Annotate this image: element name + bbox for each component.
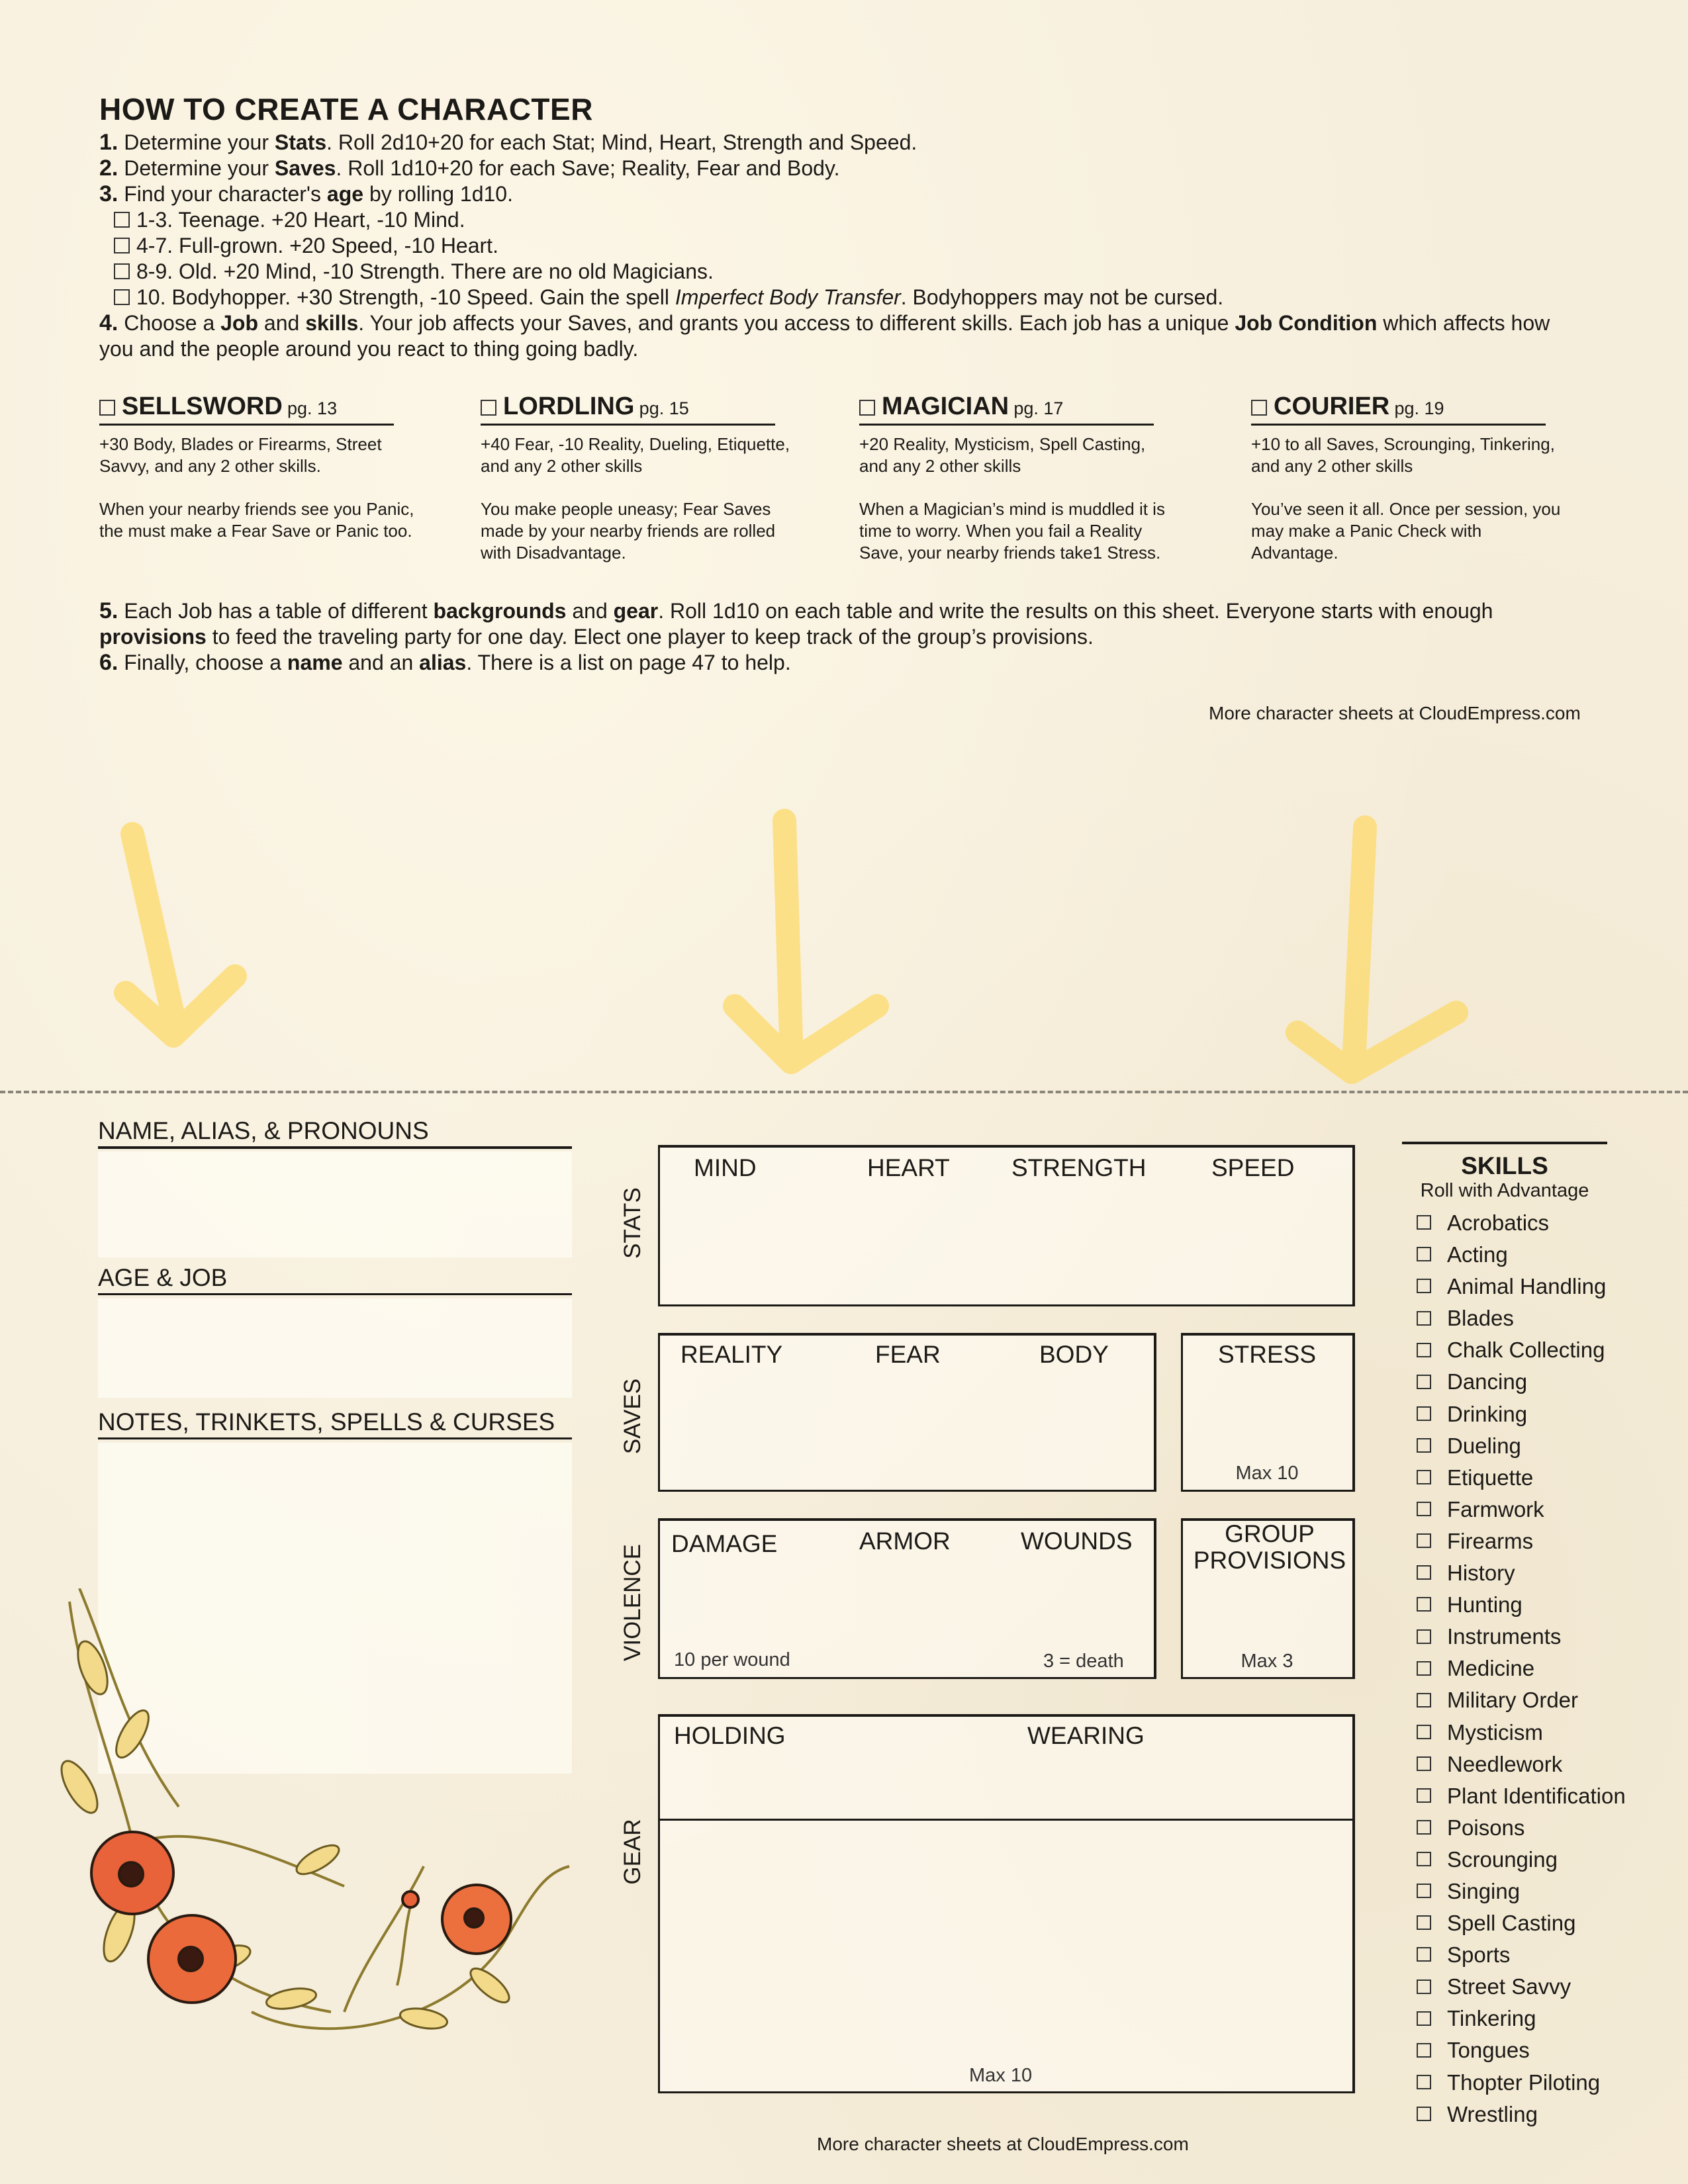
- skill-label: Dueling: [1447, 1433, 1521, 1458]
- skill-label: Thopter Piloting: [1447, 2070, 1601, 2095]
- skill-item[interactable]: [1417, 1621, 1607, 1653]
- checkbox-icon[interactable]: [1417, 1470, 1431, 1484]
- job-header[interactable]: SELLSWORD pg. 13: [99, 396, 394, 426]
- skill-item[interactable]: [1417, 1334, 1607, 1366]
- skill-list: [1417, 1207, 1626, 2130]
- job-sellsword: [99, 392, 417, 563]
- checkbox-icon[interactable]: [1417, 1279, 1431, 1293]
- checkbox-icon[interactable]: [1417, 1565, 1431, 1580]
- skill-label: Military Order: [1447, 1688, 1579, 1713]
- job-bonus: +40 Fear, -10 Reality, Dueling, Etiquette, and any 2 other skills: [481, 434, 790, 476]
- stress-max: Max 10: [1235, 1463, 1299, 1484]
- saves-label: SAVES: [620, 1378, 645, 1455]
- poppy-bud: [402, 1891, 418, 1907]
- checkbox-icon[interactable]: [1417, 2075, 1431, 2089]
- checkbox-icon[interactable]: [1417, 1915, 1431, 1930]
- strength-label: STRENGTH: [1011, 1154, 1147, 1181]
- name-label: NAME, ALIAS, & PRONOUNS: [98, 1117, 572, 1149]
- checkbox-icon[interactable]: [99, 400, 115, 416]
- checkbox-icon[interactable]: [1417, 1629, 1431, 1644]
- skill-label: Mysticism: [1447, 1719, 1543, 1745]
- checkbox-icon[interactable]: [1417, 1343, 1431, 1357]
- skill-item[interactable]: [1417, 1207, 1607, 1239]
- skill-label: Sports: [1447, 1942, 1511, 1968]
- checkbox-icon[interactable]: [1417, 2043, 1431, 2058]
- checkbox-icon[interactable]: [1417, 1661, 1431, 1676]
- skills-header: SKILLS Roll with Advantage: [1402, 1142, 1607, 1202]
- skill-label: History: [1447, 1561, 1515, 1586]
- fear-label: FEAR: [875, 1341, 941, 1368]
- speed-label: SPEED: [1211, 1154, 1295, 1181]
- job-bonus: +30 Body, Blades or Firearms, Street Savvy, and any 2 other skills.: [99, 434, 382, 476]
- skill-label: Drinking: [1447, 1401, 1528, 1426]
- skill-item[interactable]: [1417, 1876, 1607, 1907]
- checkbox-icon[interactable]: [114, 263, 130, 279]
- stress-label: STRESS: [1217, 1341, 1317, 1368]
- gear-divider: [660, 1819, 1352, 1821]
- wounds-label: WOUNDS: [1021, 1527, 1133, 1555]
- job-condition: When a Magician’s mind is muddled it is time to worry. When you fail a Reality Save, your nearby friends take1 Stress.: [859, 499, 1165, 563]
- skill-label: Wrestling: [1447, 2101, 1538, 2126]
- skill-label: Etiquette: [1447, 1465, 1534, 1490]
- reality-label: REALITY: [680, 1341, 783, 1368]
- checkbox-icon[interactable]: [1417, 1215, 1431, 1230]
- checkbox-icon[interactable]: [114, 289, 130, 305]
- wearing-label: WEARING: [1027, 1722, 1145, 1749]
- provisions-label: GROUP PROVISIONS: [1193, 1520, 1346, 1574]
- skill-item[interactable]: [1417, 1302, 1607, 1334]
- skill-label: Poisons: [1447, 1815, 1525, 1840]
- skill-item[interactable]: [1417, 1494, 1607, 1525]
- skill-label: Spell Casting: [1447, 1911, 1576, 1936]
- skill-label: Instruments: [1447, 1624, 1562, 1649]
- skill-item[interactable]: [1417, 1717, 1607, 1749]
- poppy-illustration: [53, 1588, 622, 2065]
- instruction-steps-2: [99, 598, 1582, 676]
- skill-item[interactable]: [1417, 1557, 1607, 1589]
- skill-item[interactable]: [1417, 1844, 1607, 1876]
- skill-item[interactable]: [1417, 1939, 1607, 1971]
- job-header[interactable]: LORDLING pg. 15: [481, 396, 775, 426]
- page-title: HOW TO CREATE A CHARACTER: [99, 92, 593, 126]
- body-label: BODY: [1039, 1341, 1109, 1368]
- arrow-down-icon: [1297, 827, 1456, 1072]
- skill-label: Acting: [1447, 1242, 1508, 1267]
- skill-label: Firearms: [1447, 1528, 1534, 1553]
- age-job-label: AGE & JOB: [98, 1264, 572, 1295]
- checkbox-icon[interactable]: [1417, 1438, 1431, 1453]
- gear-max: Max 10: [969, 2065, 1033, 2086]
- checkbox-icon[interactable]: [859, 400, 875, 416]
- skill-label: Street Savvy: [1447, 1974, 1571, 1999]
- skills-section: [1402, 1142, 1626, 2130]
- skill-label: Plant Identification: [1447, 1783, 1626, 1808]
- step-3: 3. Find your character's age by rolling 1d10.: [99, 181, 513, 206]
- stats-label: STATS: [620, 1187, 645, 1259]
- skill-item[interactable]: [1417, 1589, 1607, 1621]
- checkbox-icon[interactable]: [1417, 1979, 1431, 1994]
- job-courier: [1251, 392, 1569, 585]
- skill-item[interactable]: [1417, 1271, 1607, 1302]
- skill-item[interactable]: [1417, 1239, 1607, 1271]
- step-5: 5. Each Job has a table of different backgrounds and gear. Roll 1d10 on each table and write the results on this sheet. Everyone starts with enough provisions to feed the traveling party for one day. Elect one player to keep track of the group’s provisions.: [99, 598, 1493, 649]
- skill-item[interactable]: [1417, 1780, 1626, 1812]
- step-4: 4. Choose a Job and skills. Your job affects your Saves, and grants you access to different skills. Each job has a unique Job Condition which affects how you and the people around you react to thing going badly.: [99, 310, 1550, 361]
- age-option[interactable]: 1-3. Teenage. +20 Heart, -10 Mind.: [99, 207, 1582, 233]
- job-magician: [859, 392, 1177, 585]
- skill-item[interactable]: [1417, 1907, 1607, 1939]
- job-bonus: +20 Reality, Mysticism, Spell Casting, and any 2 other skills: [859, 434, 1146, 476]
- checkbox-icon[interactable]: [1417, 1756, 1431, 1771]
- skill-item[interactable]: [1417, 2034, 1607, 2066]
- checkbox-icon[interactable]: [1417, 1693, 1431, 1707]
- job-lordling: [481, 392, 798, 585]
- checkbox-icon[interactable]: [1417, 1852, 1431, 1866]
- skill-label: Singing: [1447, 1878, 1521, 1903]
- skill-label: Tinkering: [1447, 2006, 1536, 2031]
- step-2: 2. Determine your Saves. Roll 1d10+20 for each Save; Reality, Fear and Body.: [99, 156, 840, 181]
- skill-label: Chalk Collecting: [1447, 1338, 1605, 1363]
- skill-label: Medicine: [1447, 1656, 1535, 1681]
- armor-label: ARMOR: [859, 1527, 951, 1555]
- checkbox-icon[interactable]: [1417, 1947, 1431, 1962]
- heart-label: HEART: [867, 1154, 950, 1181]
- damage-note: 10 per wound: [674, 1649, 790, 1670]
- checkbox-icon[interactable]: [1417, 1788, 1431, 1803]
- checkbox-icon[interactable]: [1417, 1247, 1431, 1261]
- violence-label: VIOLENCE: [620, 1544, 645, 1661]
- skill-label: Hunting: [1447, 1592, 1523, 1617]
- checkbox-icon[interactable]: [1417, 2011, 1431, 2026]
- cut-line: [0, 1091, 1688, 1093]
- skill-item[interactable]: [1417, 1462, 1607, 1494]
- checkbox-icon[interactable]: [1417, 1820, 1431, 1835]
- skill-item[interactable]: [1417, 1812, 1607, 1844]
- provisions-max: Max 3: [1241, 1651, 1293, 1672]
- checkbox-icon[interactable]: [114, 238, 130, 253]
- skill-label: Scrounging: [1447, 1846, 1558, 1872]
- checkbox-icon[interactable]: [481, 400, 496, 416]
- arrow-down-icon: [126, 834, 235, 1036]
- instruction-steps: [99, 130, 1582, 362]
- skill-label: Acrobatics: [1447, 1210, 1550, 1235]
- skill-label: Farmwork: [1447, 1496, 1544, 1522]
- skill-label: Animal Handling: [1447, 1274, 1607, 1299]
- job-bonus: +10 to all Saves, Scrounging, Tinkering, and any 2 other skills: [1251, 434, 1555, 476]
- gear-panel[interactable]: [658, 1714, 1355, 2093]
- skill-item[interactable]: [1417, 2099, 1607, 2130]
- mind-label: MIND: [694, 1154, 757, 1181]
- step-1: 1. Determine your Stats. Roll 2d10+20 for each Stat; Mind, Heart, Strength and Speed.: [99, 130, 917, 155]
- checkbox-icon[interactable]: [1417, 1406, 1431, 1421]
- checkbox-icon[interactable]: [114, 212, 130, 228]
- checkbox-icon[interactable]: [1417, 1375, 1431, 1389]
- checkbox-icon[interactable]: [1251, 400, 1267, 416]
- checkbox-icon[interactable]: [1417, 1502, 1431, 1516]
- skill-item[interactable]: [1417, 1525, 1607, 1557]
- notes-label: NOTES, TRINKETS, SPELLS & CURSES: [98, 1408, 572, 1439]
- skill-item[interactable]: [1417, 1398, 1607, 1430]
- skill-item[interactable]: [1417, 1366, 1607, 1398]
- age-job-field[interactable]: [98, 1298, 572, 1398]
- job-header[interactable]: MAGICIAN pg. 17: [859, 396, 1154, 426]
- skill-label: Tongues: [1447, 2038, 1530, 2063]
- job-condition: When your nearby friends see you Panic, the must make a Fear Save or Panic too.: [99, 499, 414, 541]
- footer-link-bottom[interactable]: More character sheets at CloudEmpress.com: [817, 2134, 1189, 2154]
- age-option[interactable]: 8-9. Old. +20 Mind, -10 Strength. There are no old Magicians.: [99, 259, 1582, 285]
- footer-link-top[interactable]: More character sheets at CloudEmpress.com: [1209, 703, 1581, 723]
- age-option[interactable]: 10. Bodyhopper. +30 Strength, -10 Speed. Gain the spell Imperfect Body Transfer. Bodyhoppers may not be cursed.: [99, 285, 1582, 310]
- skill-label: Needlework: [1447, 1751, 1563, 1776]
- skill-item[interactable]: [1417, 1653, 1607, 1684]
- skill-item[interactable]: [1417, 2003, 1607, 2034]
- holding-label: HOLDING: [674, 1722, 786, 1749]
- checkbox-icon[interactable]: [1417, 1597, 1431, 1612]
- skill-item[interactable]: [1417, 1749, 1607, 1780]
- skill-item[interactable]: [1417, 1971, 1607, 2003]
- highlighter-arrows: [0, 807, 1688, 1112]
- name-field[interactable]: [98, 1152, 572, 1257]
- job-condition: You’ve seen it all. Once per session, you may make a Panic Check with Advantage.: [1251, 499, 1561, 563]
- skill-item[interactable]: [1417, 1684, 1607, 1716]
- damage-label: DAMAGE: [671, 1530, 778, 1557]
- gear-label: GEAR: [620, 1819, 645, 1885]
- checkbox-icon[interactable]: [1417, 1311, 1431, 1326]
- skill-label: Dancing: [1447, 1369, 1528, 1394]
- skill-item[interactable]: [1417, 1430, 1607, 1462]
- skill-label: Blades: [1447, 1306, 1514, 1331]
- checkbox-icon[interactable]: [1417, 1533, 1431, 1548]
- age-option[interactable]: 4-7. Full-grown. +20 Speed, -10 Heart.: [99, 233, 1582, 259]
- skill-item[interactable]: [1417, 2067, 1607, 2099]
- job-header[interactable]: COURIER pg. 19: [1251, 396, 1546, 426]
- arrow-down-icon: [735, 821, 877, 1062]
- checkbox-icon[interactable]: [1417, 2107, 1431, 2121]
- step-6: 6. Finally, choose a name and an alias. There is a list on page 47 to help.: [99, 650, 791, 675]
- checkbox-icon[interactable]: [1417, 1725, 1431, 1739]
- job-condition: You make people uneasy; Fear Saves made by your nearby friends are rolled with Disadvantage.: [481, 499, 776, 563]
- wounds-note: 3 = death: [1043, 1651, 1124, 1672]
- checkbox-icon[interactable]: [1417, 1884, 1431, 1898]
